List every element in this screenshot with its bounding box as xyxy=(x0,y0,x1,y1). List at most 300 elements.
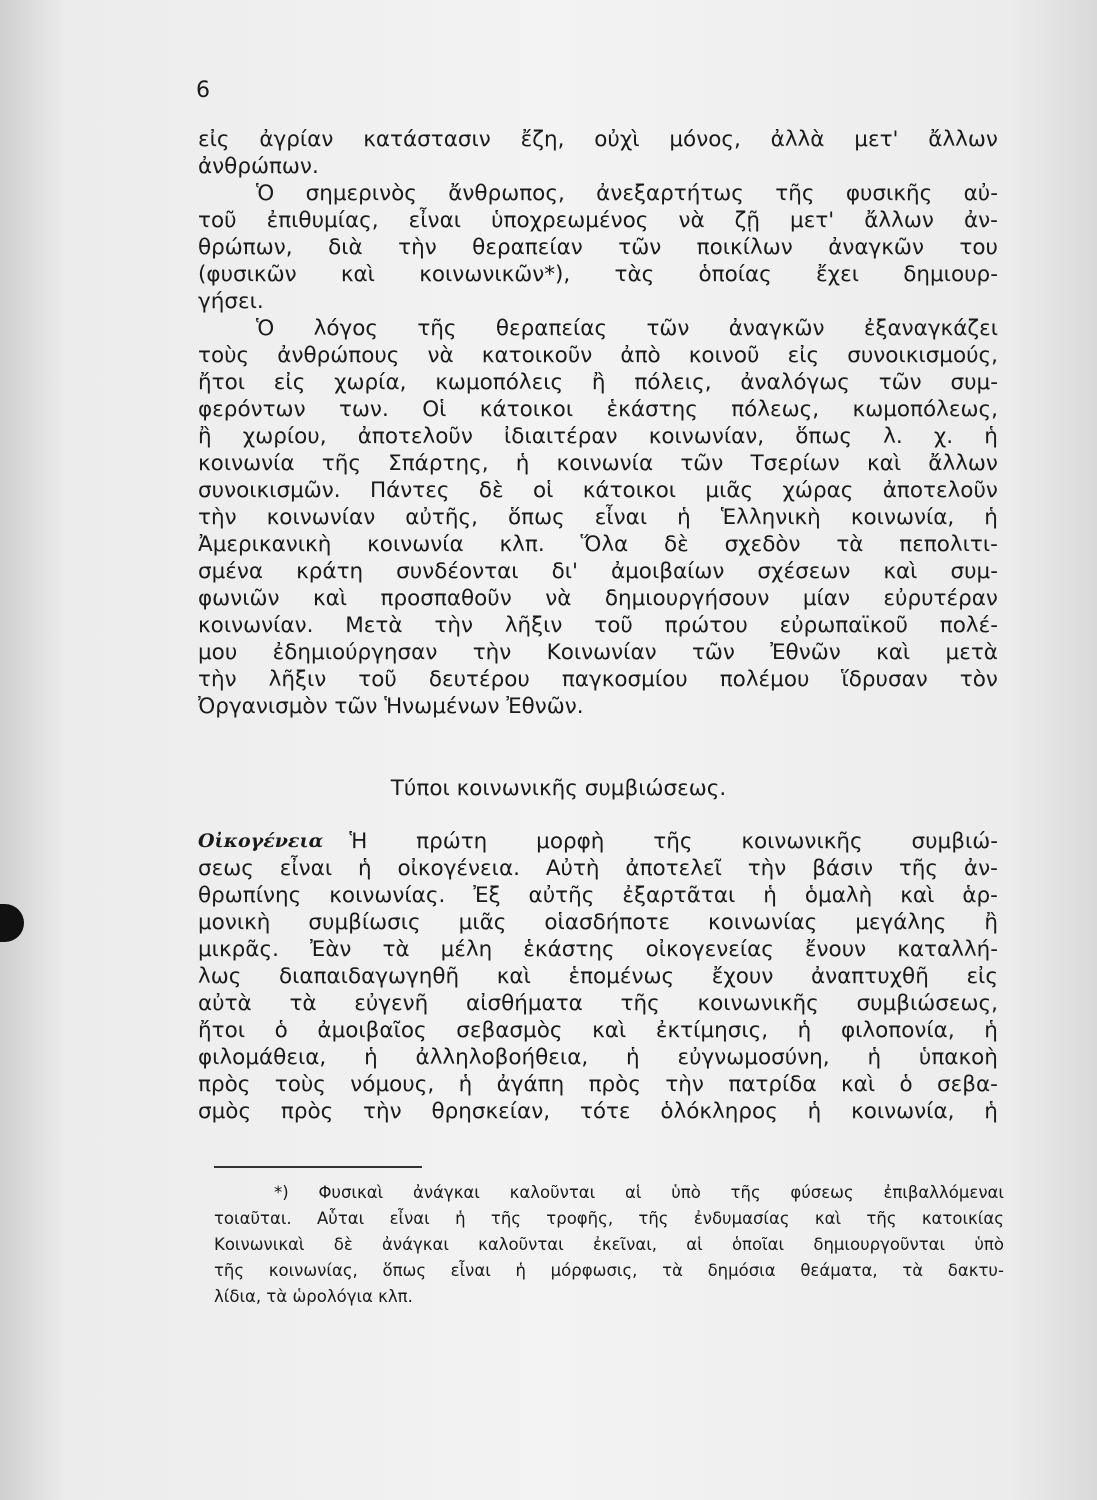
word: κοινωνίας. xyxy=(329,883,446,908)
word: ὁ xyxy=(899,1072,913,1097)
word: τὰς xyxy=(614,262,655,287)
word: τῶν xyxy=(680,451,724,476)
word: ἡ xyxy=(364,1045,378,1070)
word: μετ' xyxy=(790,208,835,233)
word: ἀλλὰ xyxy=(770,127,825,152)
word: *) xyxy=(274,1183,289,1202)
word: κοινωνίας, xyxy=(268,1261,358,1280)
text-line xyxy=(198,882,998,909)
word: ὑπὸ xyxy=(671,1183,701,1202)
word: πόλεως, xyxy=(731,397,820,422)
word: ζῇ xyxy=(734,208,760,233)
word: πολέμου xyxy=(719,667,810,692)
footnote-line xyxy=(214,1258,1004,1284)
word: φυσικῆς xyxy=(845,181,933,206)
word: μου xyxy=(198,640,238,665)
text-line xyxy=(198,558,998,585)
word: δι' xyxy=(551,559,578,584)
text-line xyxy=(198,315,998,342)
side-heading: Οἰκογένεια xyxy=(198,830,324,852)
word: ἀναγκῶν xyxy=(828,235,924,260)
text-line xyxy=(198,342,998,369)
word: ἐδημιούργησαν xyxy=(272,640,438,665)
word: κοινωνίας xyxy=(708,910,818,935)
word: σμὸς xyxy=(198,1099,252,1124)
word: ἡ xyxy=(797,1018,812,1043)
text-line xyxy=(198,531,998,558)
text-line xyxy=(198,504,998,531)
word: τοῦ xyxy=(358,667,397,692)
word: μεγάλης xyxy=(855,910,947,935)
word: ἤτοι xyxy=(198,1018,245,1043)
word: τὰ xyxy=(662,1261,683,1280)
word: δημόσια xyxy=(707,1261,776,1280)
word: ὅπως xyxy=(507,505,565,530)
word: ἐπιθυμίας, xyxy=(266,208,379,233)
word: ἵδρυσαν xyxy=(841,667,928,692)
body-text xyxy=(198,126,998,720)
word: λῆξιν xyxy=(504,613,563,638)
text-line: ἀνθρώπων. xyxy=(198,154,319,179)
word: ἐνδυμασίας xyxy=(693,1209,790,1228)
word: ἑκάστης xyxy=(606,397,698,422)
word: τοὺς xyxy=(198,343,250,368)
word: ἀποτελοῦν xyxy=(882,478,998,503)
word: μιᾶς xyxy=(458,910,507,935)
text-line xyxy=(198,1044,998,1071)
word: τὴν xyxy=(747,856,787,881)
text-line xyxy=(198,990,998,1017)
word: τὴν xyxy=(398,235,437,260)
word: τοῦ xyxy=(594,613,633,638)
word: τῆς xyxy=(898,856,939,881)
word: νὰ xyxy=(678,208,705,233)
word: πρὸς xyxy=(198,1072,251,1097)
word: κάτοικοι xyxy=(582,478,677,503)
word: τῶν xyxy=(691,640,735,665)
word: νὰ xyxy=(545,586,572,611)
text-line xyxy=(198,909,998,936)
word: ἀνάγκαι xyxy=(412,1183,480,1202)
word: καὶ xyxy=(866,451,902,476)
word: πρὸς xyxy=(588,1072,641,1097)
word: ἡ xyxy=(984,424,998,449)
word: θρησκείαν, xyxy=(431,1099,551,1124)
text-line xyxy=(198,450,998,477)
word: ὁποῖαι xyxy=(731,1235,785,1254)
word: ἤτοι xyxy=(198,370,245,395)
word: ἡ xyxy=(763,883,777,908)
word: εἰς xyxy=(966,964,998,989)
word: σεβα- xyxy=(937,1072,998,1097)
word: λως xyxy=(198,964,242,989)
text-line xyxy=(198,477,998,504)
word: μίαν xyxy=(802,586,850,611)
word: πρώτου xyxy=(664,613,748,638)
word: βάσιν xyxy=(812,856,873,881)
word: ὑπὸ xyxy=(974,1235,1004,1254)
word: καταλλή- xyxy=(897,937,998,962)
word: εὐγνωμοσύνη, xyxy=(677,1045,830,1070)
word: φύσεως xyxy=(790,1183,854,1202)
word: χωρίου, xyxy=(242,424,327,449)
word: φερόντων xyxy=(198,397,306,422)
text-line xyxy=(198,1071,998,1098)
word: εἶναι xyxy=(279,856,333,881)
word: αἱ xyxy=(625,1183,642,1202)
word: ἀπὸ xyxy=(620,343,661,368)
word: ἄνθρωπος, xyxy=(448,181,565,206)
word: ἢ xyxy=(198,424,212,449)
word: πατρίδα xyxy=(728,1072,817,1097)
word: Μετὰ xyxy=(345,613,403,638)
word: αἰσθήματα xyxy=(466,991,583,1016)
word: ἰδιαιτέραν xyxy=(504,424,618,449)
word: μέλη xyxy=(440,937,493,962)
word: καὶ xyxy=(814,1209,842,1228)
word: ἐκεῖναι, xyxy=(592,1235,658,1254)
word: χώρας xyxy=(782,478,854,503)
word: Ἐὰν xyxy=(309,937,352,962)
word: μονικὴ xyxy=(198,910,271,935)
word: κοινωνίαν. xyxy=(198,613,314,638)
word: εἶναι xyxy=(594,505,648,530)
word: λ. xyxy=(883,424,903,449)
word: δημιουργοῦνται xyxy=(813,1235,946,1254)
word: εὐρωπαϊκοῦ xyxy=(779,613,908,638)
word: ὅπως xyxy=(795,424,852,449)
word: Ὁ xyxy=(256,181,275,206)
word: ἡ xyxy=(455,1209,466,1228)
word: σχεδὸν xyxy=(724,532,801,557)
word: ὅπως xyxy=(382,1261,426,1280)
text-line xyxy=(198,963,998,990)
word: χ. xyxy=(933,424,954,449)
word: ἡ xyxy=(458,1072,473,1097)
word: Τσερίων xyxy=(750,451,840,476)
word: Κοινωνίαν xyxy=(546,640,657,665)
word: κοινωνία xyxy=(367,532,464,557)
word: ὁποίας xyxy=(698,262,772,287)
text-line xyxy=(198,666,998,693)
word: Αὗται xyxy=(317,1209,365,1228)
text-line xyxy=(198,828,998,855)
word: δὲ xyxy=(333,1235,353,1254)
word: καὶ xyxy=(883,559,918,584)
word: ἀν- xyxy=(963,856,998,881)
word: θεραπείας xyxy=(495,316,608,341)
word: τῶν xyxy=(618,235,662,260)
word: τὴν xyxy=(472,640,512,665)
word: καλοῦνται xyxy=(478,1235,564,1254)
word: νόμους, xyxy=(350,1072,435,1097)
word: καὶ xyxy=(900,883,935,908)
word: αὐτῆς xyxy=(528,883,595,908)
word: ἀναλόγως xyxy=(740,370,850,395)
word: παγκοσμίου xyxy=(561,667,688,692)
text-line xyxy=(198,207,998,234)
word: Οἱ xyxy=(422,397,447,422)
word: των. xyxy=(338,397,389,422)
word: λόγος xyxy=(313,316,378,341)
word: ἀποτελεῖ xyxy=(625,856,722,881)
word: ἑκάστης xyxy=(523,937,615,962)
word: κωμοπόλεις xyxy=(435,370,564,395)
word: ἔχει xyxy=(816,262,859,287)
word: Κοινωνικαὶ xyxy=(214,1235,305,1254)
word: εἰς xyxy=(273,370,306,395)
word: ἀποτελοῦν xyxy=(357,424,473,449)
word: ἡ xyxy=(984,1099,998,1124)
word: ἐξαρτᾶται xyxy=(622,883,736,908)
footnote-line xyxy=(214,1180,1004,1206)
word: ἀμοιβαῖος xyxy=(317,1018,427,1043)
word: ἀναγκῶν xyxy=(728,316,825,341)
word: Πάντες xyxy=(369,478,450,503)
word: ἢ xyxy=(984,910,998,935)
word: τροφῆς, xyxy=(546,1209,614,1228)
word: ἀνεξαρτήτως xyxy=(596,181,744,206)
word: τὰ xyxy=(836,532,864,557)
word: μικρᾶς. xyxy=(198,937,279,962)
word: ἀνάγκαι xyxy=(381,1235,449,1254)
word: τοῦ xyxy=(198,208,237,233)
word: κάτοικοι xyxy=(479,397,574,422)
word: τὴν xyxy=(198,667,237,692)
word: ἡ xyxy=(515,451,530,476)
word: τὰ xyxy=(289,991,317,1016)
word: οἱ xyxy=(532,478,554,503)
word: τὴν xyxy=(198,505,237,530)
word: ἢ xyxy=(591,370,606,395)
text-line xyxy=(198,180,998,207)
word: δὲ xyxy=(478,478,504,503)
word: ἄλλων xyxy=(928,451,998,476)
text-line xyxy=(198,612,998,639)
word: εἶναι xyxy=(389,1209,430,1228)
word: ἐπιβαλλόμεναι xyxy=(883,1183,1004,1202)
word: ἔζη, xyxy=(520,127,565,152)
word: σεως xyxy=(198,856,254,881)
word: τοὺς xyxy=(274,1072,326,1097)
word: Ἑλληνικὴ xyxy=(720,505,821,530)
word: θρωπίνης xyxy=(198,883,302,908)
word: δὲ xyxy=(664,532,689,557)
word: φιλομάθεια, xyxy=(198,1045,327,1070)
word: αὐτῆς, xyxy=(405,505,478,530)
word: ἡ xyxy=(984,505,998,530)
text-line xyxy=(198,369,998,396)
word: διαπαιδαγωγηθῆ xyxy=(278,964,460,989)
word: κοινωνία, xyxy=(851,1099,955,1124)
word: ἡ xyxy=(626,1045,640,1070)
word: δευτέρου xyxy=(428,667,530,692)
text-line xyxy=(198,1017,998,1044)
page-number: 6 xyxy=(196,78,210,103)
word: τῶν xyxy=(646,316,690,341)
word: καὶ xyxy=(312,586,348,611)
word: τῆς xyxy=(638,1209,669,1228)
word: θρώπων, xyxy=(198,235,293,260)
word: τῆς xyxy=(417,316,457,341)
word: συμβίωσις xyxy=(308,910,421,935)
word: ὁλόκληρος xyxy=(660,1099,778,1124)
word: τῆς xyxy=(214,1261,245,1280)
word: τὰ xyxy=(382,937,410,962)
word: ὁμαλὴ xyxy=(804,883,873,908)
word: συνδέονται xyxy=(396,559,519,584)
word: συνοικισμῶν. xyxy=(198,478,341,503)
word: προσπαθοῦν xyxy=(380,586,512,611)
word: μόρφωσις, xyxy=(550,1261,638,1280)
word: ἀγρίαν xyxy=(259,127,334,152)
word: ὁ xyxy=(274,1018,288,1043)
word: συμβιώσεως, xyxy=(856,991,998,1016)
word: πρὸς xyxy=(280,1099,334,1124)
word: (φυσικῶν xyxy=(198,262,297,287)
word: τῶν xyxy=(878,370,922,395)
word: ἔνουν xyxy=(804,937,867,962)
word: συνοικισμούς, xyxy=(847,343,998,368)
word: εἶναι xyxy=(450,1261,491,1280)
word: δημιουργήσουν xyxy=(604,586,770,611)
word: ἡ xyxy=(984,1018,998,1043)
word: ἁρ- xyxy=(962,883,998,908)
word: μετ' xyxy=(854,127,899,152)
text-line xyxy=(198,585,998,612)
word: ἀγάπη xyxy=(496,1072,565,1097)
text-line: Ὀργανισμὸν τῶν Ἡνωμένων Ἐθνῶν. xyxy=(198,694,584,719)
word: πόλεις, xyxy=(634,370,712,395)
word: κατοικοῦν xyxy=(481,343,593,368)
footnote-line xyxy=(214,1206,1004,1232)
word: αἱ xyxy=(686,1235,703,1254)
word: συμ- xyxy=(950,370,998,395)
word: Φυσικαὶ xyxy=(318,1183,384,1202)
footnote-divider xyxy=(214,1166,422,1168)
word: ἀναπτυχθῆ xyxy=(810,964,929,989)
word: φωνιῶν xyxy=(198,586,280,611)
word: καὶ xyxy=(592,1018,627,1043)
word: πεπολιτι- xyxy=(899,532,998,557)
word: τῆς xyxy=(730,1183,761,1202)
text-line: γήσει. xyxy=(198,289,264,314)
word: δημιουρ- xyxy=(903,262,998,287)
word: κοινωνικῆς xyxy=(697,991,819,1016)
word: ἄλλων xyxy=(864,208,934,233)
word: ἡ xyxy=(515,1261,526,1280)
word: κοινωνία, xyxy=(850,505,955,530)
word: σημερινὸς xyxy=(305,181,417,206)
word: καὶ xyxy=(841,1072,876,1097)
word: κοινωνία xyxy=(556,451,654,476)
word: οἰκογένεια. xyxy=(397,856,520,881)
word: κατοικίας xyxy=(921,1209,1004,1228)
word: τὴν xyxy=(434,613,473,638)
word: ποικίλων xyxy=(696,235,793,260)
word: ἀνθρώπους xyxy=(277,343,400,368)
word: ἡ xyxy=(807,1099,822,1124)
text-line xyxy=(198,855,998,882)
word: ἄλλων xyxy=(928,127,998,152)
word: Ἐθνῶν xyxy=(770,640,841,665)
word: ἀμοιβαίων xyxy=(610,559,725,584)
word: κωμοπόλεως, xyxy=(852,397,998,422)
word: πολέ- xyxy=(939,613,998,638)
footnote-line xyxy=(214,1232,1004,1258)
word: κατάστασιν xyxy=(363,127,491,152)
word: αὐτὰ xyxy=(198,991,252,1016)
footnotes xyxy=(214,1180,1004,1310)
text-line xyxy=(198,234,998,261)
footnote-line: λίδια, τὰ ὡρολόγια κλπ. xyxy=(214,1287,413,1306)
word: ἔχουν xyxy=(711,964,774,989)
word: καὶ xyxy=(340,262,375,287)
word: ὑποχρεωμένος xyxy=(491,208,649,233)
word: ὑπακοὴ xyxy=(918,1045,998,1070)
word: ἡ xyxy=(867,1045,882,1070)
word: κοινωνίαν, xyxy=(648,424,765,449)
word: σμένα xyxy=(198,559,264,584)
word: σχέσεων xyxy=(757,559,851,584)
word: κοινωνίαν xyxy=(266,505,376,530)
word: ἐξαναγκάζει xyxy=(863,316,998,341)
word: τὸν xyxy=(959,667,998,692)
word: εἶναι xyxy=(408,208,462,233)
text-line-content: Ἡ πρώτη μορφὴ τῆς κοινωνικῆς συμβιώ- xyxy=(349,829,998,854)
word: δακτυ- xyxy=(947,1261,1004,1280)
word: Σπάρτης, xyxy=(388,451,489,476)
word: ἐκτίμησις, xyxy=(655,1018,769,1043)
text-line xyxy=(198,126,998,153)
word: εὐγενῆ xyxy=(354,991,429,1016)
word: διὰ xyxy=(328,235,363,260)
word: τῆς xyxy=(620,991,660,1016)
word: τῆς xyxy=(775,181,815,206)
word: Ὅλα xyxy=(580,532,629,557)
word: τότε xyxy=(579,1099,631,1124)
word: μόνος, xyxy=(669,127,741,152)
word: νὰ xyxy=(427,343,454,368)
word: Ἐξ xyxy=(473,883,501,908)
text-line xyxy=(198,396,998,423)
word: φιλοπονία, xyxy=(840,1018,955,1043)
text-line xyxy=(198,261,998,288)
word: τοιαῦται. xyxy=(214,1209,292,1228)
word: αὐ- xyxy=(963,181,998,206)
word: ἡ xyxy=(677,505,691,530)
word: χωρία, xyxy=(334,370,407,395)
word: θεάματα, xyxy=(800,1261,878,1280)
word: τῆς xyxy=(866,1209,897,1228)
text-line xyxy=(198,1098,998,1125)
word: ἀλληλοβοήθεια, xyxy=(415,1045,589,1070)
word: κοινωνικῶν*), xyxy=(419,262,571,287)
family-section xyxy=(198,828,998,1125)
text-line xyxy=(198,936,998,963)
word: οἰκογενείας xyxy=(645,937,774,962)
word: κοινοῦ xyxy=(688,343,760,368)
word: οἱασδήποτε xyxy=(544,910,671,935)
word: τὴν xyxy=(665,1072,704,1097)
word: Αὐτὴ xyxy=(545,856,600,881)
word: μετὰ xyxy=(945,640,998,665)
text-line xyxy=(198,639,998,666)
word: Ὁ xyxy=(256,316,275,341)
word: ἀν- xyxy=(963,208,998,233)
section-heading: Τύποι κοινωνικῆς συμβιώσεως. xyxy=(390,776,727,801)
word: μιᾶς xyxy=(705,478,754,503)
